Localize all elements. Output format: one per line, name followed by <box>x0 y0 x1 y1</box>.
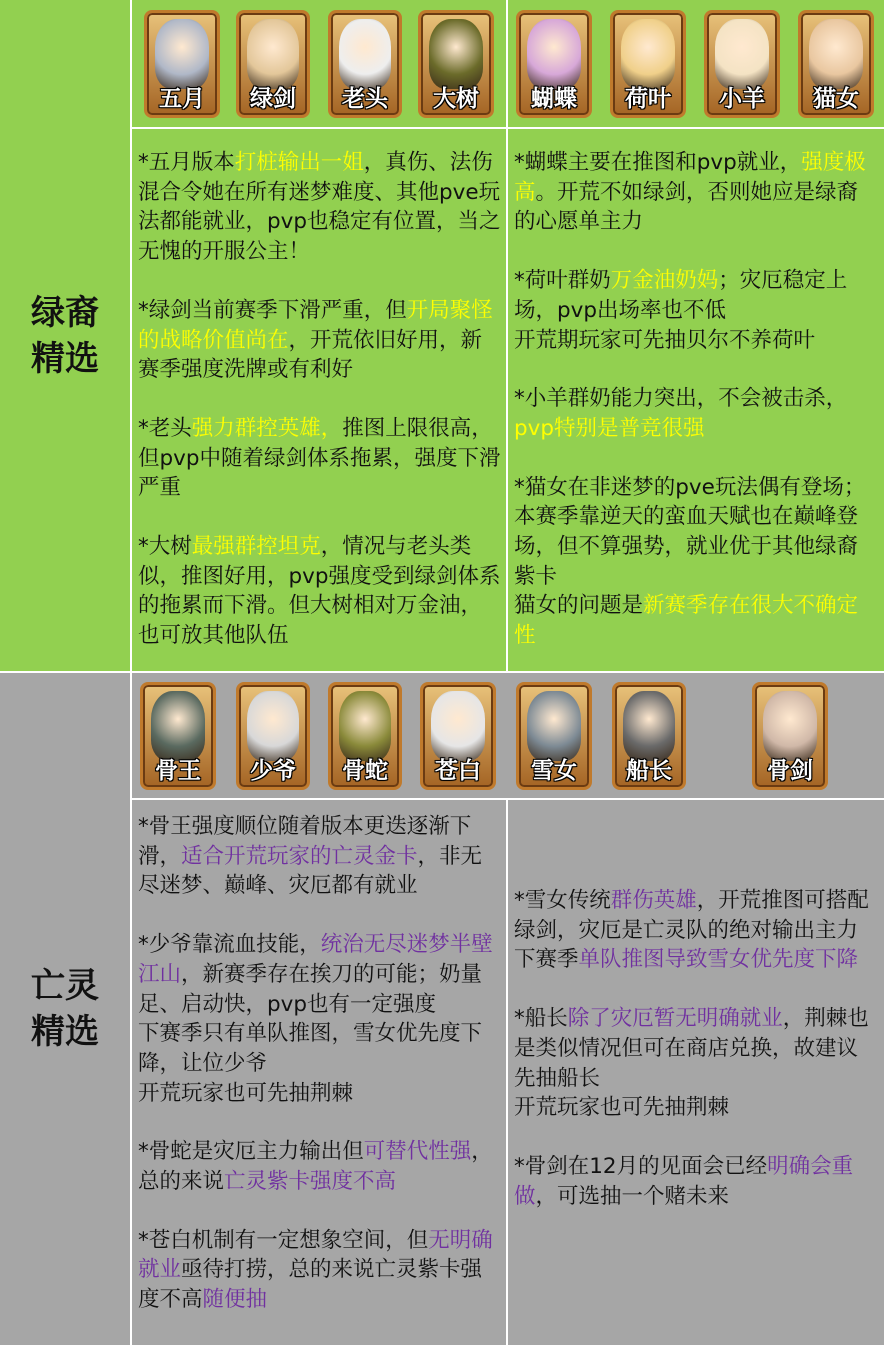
divider <box>132 127 884 129</box>
highlighted-text: 强力群控英雄， <box>191 415 343 441</box>
hero-portrait-image <box>429 19 483 89</box>
note-text: ，可选抽一个赌未来 <box>535 1183 730 1209</box>
note-text: *猫女在非迷梦的pve玩法偶有登场；本赛季靠逆天的蛮血天赋也在巅峰登场，但不算强势，就业优于其他绿裔紫卡 <box>514 474 866 589</box>
green-label-cell <box>0 0 132 672</box>
note-text: *荷叶群奶 <box>514 268 611 294</box>
hero-name-label: 荷叶 <box>625 86 671 112</box>
undead-label <box>31 963 99 1055</box>
note-text: ，总的来说 <box>138 1139 493 1195</box>
note-paragraph <box>138 148 502 267</box>
hero-portrait-image <box>623 691 675 761</box>
hero-portrait-image <box>715 19 769 89</box>
note-text: 。开荒不如绿剑，否则她应是绿裔的心愿单主力 <box>514 179 859 235</box>
highlighted-text: 打桩输出一姐 <box>234 150 364 175</box>
note-text: *绿剑当前赛季下滑严重，但 <box>138 297 407 323</box>
hero-portrait-image <box>151 691 205 761</box>
hero-portrait-image <box>763 691 817 761</box>
note-paragraph <box>514 384 878 443</box>
hero-portrait-image <box>809 19 863 89</box>
highlighted-text: 新赛季存在很大不确定性 <box>514 593 859 649</box>
hero-portrait-card <box>516 10 592 118</box>
hero-portrait-card <box>236 10 310 118</box>
note-text: 亟待打捞，总的来说亡灵紫卡强度不高 <box>138 1257 483 1313</box>
paragraph-gap <box>138 503 502 532</box>
paragraph-gap <box>138 1197 502 1226</box>
highlighted-text: 最强群控坦克 <box>191 534 321 560</box>
hero-name-label: 小羊 <box>719 86 765 112</box>
note-text: *骨剑在12月的见面会已经 <box>514 1153 768 1179</box>
green-right-notes <box>510 142 882 651</box>
note-text: *小羊群奶能力突出，不会被击杀， <box>514 386 848 412</box>
hero-portrait-image <box>339 691 391 761</box>
note-text: 开荒玩家也可先抽荆棘 <box>514 1095 730 1121</box>
highlighted-text: 开局聚怪的战略价值尚在 <box>138 297 493 353</box>
note-text: *骨蛇是灾厄主力输出但 <box>138 1139 364 1165</box>
hero-portrait-image <box>621 19 675 89</box>
hero-name-label: 船长 <box>626 758 672 784</box>
hero-portrait-card <box>420 682 496 790</box>
note-text: 下赛季 <box>514 947 579 973</box>
note-paragraph <box>514 473 878 651</box>
hero-portrait-image <box>339 19 391 89</box>
note-paragraph <box>514 148 878 237</box>
green-left-notes <box>134 142 506 651</box>
note-text: ，真伤、法伤混合令她在所有迷梦难度、其他pve玩法都能就业，pvp也稳定有位置，当之无愧的开服公主！ <box>138 150 501 265</box>
note-text: ，开荒推图可搭配绿剑，灾厄是亡灵队的绝对输出主力 <box>514 888 869 943</box>
highlighted-text: pvp特别是普竞很强 <box>514 415 705 441</box>
note-text: *蝴蝶主要在推图和pvp就业， <box>514 150 802 175</box>
highlighted-text: 群伤英雄 <box>610 888 697 913</box>
paragraph-gap <box>514 444 878 473</box>
note-text: *雪女传统 <box>514 888 611 913</box>
paragraph-gap <box>514 975 878 1004</box>
highlighted-text: 亡灵紫卡强度不高 <box>224 1169 397 1195</box>
hero-portrait-image <box>527 19 581 89</box>
highlighted-text: 无明确就业 <box>138 1227 493 1283</box>
hero-name-label: 骨蛇 <box>342 758 388 784</box>
highlighted-text: 统治无尽迷梦半壁江山 <box>138 932 493 987</box>
note-text: ，非无尽迷梦、巅峰、灾厄都有就业 <box>138 843 483 899</box>
note-paragraph <box>138 812 502 901</box>
paragraph-gap <box>138 267 502 296</box>
note-text: ，荆棘也是类似情况但可在商店兑换，故建议先抽船长 <box>514 1006 869 1091</box>
hero-name-label: 雪女 <box>531 758 577 784</box>
divider <box>132 798 884 800</box>
note-text: 开荒期玩家可先抽贝尔不养荷叶 <box>514 327 816 353</box>
note-paragraph <box>138 414 502 503</box>
undead-label-line2: 精选 <box>31 1011 99 1052</box>
divider <box>506 798 508 1345</box>
hero-name-label: 骨剑 <box>767 758 813 784</box>
note-text: 推图上限很高，但pvp中随着绿剑体系拖累，强度下滑严重 <box>138 415 501 501</box>
undead-section <box>0 672 884 1345</box>
hero-portrait-image <box>247 19 299 89</box>
green-label-line2: 精选 <box>31 339 99 379</box>
hero-portrait-card <box>236 682 310 790</box>
highlighted-text: 强度极高 <box>514 150 866 205</box>
note-text: *骨王强度顺位随着版本更迭逐渐下滑， <box>138 814 472 869</box>
note-text: *少爷靠流血技能， <box>138 932 321 958</box>
note-text: 猫女的问题是 <box>514 593 644 619</box>
note-text: ，新赛季存在挨刀的可能；奶量足、启动快，pvp也有一定强度 <box>138 961 483 1017</box>
note-text: ；灾厄稳定上场，pvp出场率也不低 <box>514 268 848 323</box>
hero-portrait-card <box>704 10 780 118</box>
hero-portrait-card <box>610 10 686 118</box>
hero-name-label: 大树 <box>433 86 479 112</box>
section-divider <box>0 671 884 673</box>
hero-portrait-card <box>140 682 216 790</box>
highlighted-text: 可替代性强 <box>363 1139 472 1165</box>
highlighted-text: 随便抽 <box>202 1287 268 1313</box>
highlighted-text: 除了灾厄暂无明确就业 <box>567 1006 783 1032</box>
note-text: ，开荒依旧好用，新赛季强度洗牌或有利好 <box>138 327 483 383</box>
note-text: *船长 <box>514 1006 568 1032</box>
green-label-line1: 绿裔 <box>31 293 99 333</box>
undead-right-notes <box>510 880 882 1211</box>
note-text: ，情况与老头类似，推图好用，pvp强度受到绿剑体系的拖累而下滑。但大树相对万金油，也可放其他队伍 <box>138 534 501 649</box>
hero-portrait-card <box>328 682 402 790</box>
undead-label-line1: 亡灵 <box>31 965 99 1006</box>
highlighted-text: 万金油奶妈 <box>610 268 719 294</box>
note-paragraph <box>138 1226 502 1315</box>
highlighted-text: 适合开荒玩家的亡灵金卡 <box>181 843 418 869</box>
paragraph-gap <box>138 901 502 930</box>
hero-name-label: 绿剑 <box>250 86 296 112</box>
hero-portrait-card <box>144 10 220 118</box>
note-text: *苍白机制有一定想象空间，但 <box>138 1227 429 1253</box>
hero-portrait-card <box>516 682 592 790</box>
hero-name-label: 少爷 <box>250 758 296 784</box>
paragraph-gap <box>138 385 502 414</box>
hero-portrait-image <box>155 19 209 89</box>
note-text: *老头 <box>138 415 192 441</box>
hero-portrait-card <box>612 682 686 790</box>
hero-name-label: 老头 <box>342 86 388 112</box>
undead-left-notes <box>134 806 506 1315</box>
hero-portrait-card <box>418 10 494 118</box>
note-text: 下赛季只有单队推图，雪女优先度下降，让位少爷 <box>138 1021 483 1076</box>
hero-portrait-card <box>752 682 828 790</box>
green-label <box>31 290 99 382</box>
paragraph-gap <box>514 1123 878 1152</box>
note-text: *大树 <box>138 534 192 560</box>
hero-portrait-card <box>798 10 874 118</box>
hero-name-label: 蝴蝶 <box>531 86 577 112</box>
hero-name-label: 五月 <box>159 86 205 112</box>
note-text: *五月版本 <box>138 150 235 175</box>
note-paragraph <box>138 930 502 1108</box>
paragraph-gap <box>138 1108 502 1137</box>
note-paragraph <box>514 886 878 975</box>
note-paragraph <box>514 1004 878 1123</box>
divider <box>506 0 508 672</box>
paragraph-gap <box>514 355 878 384</box>
undead-label-cell <box>0 672 132 1345</box>
hero-name-label: 骨王 <box>155 758 201 784</box>
hero-portrait-image <box>527 691 581 761</box>
highlighted-text: 单队推图导致雪女优先度下降 <box>578 947 859 973</box>
green-section <box>0 0 884 672</box>
green-portrait-row <box>132 0 884 128</box>
note-paragraph <box>514 1152 878 1211</box>
undead-portrait-row <box>132 672 884 800</box>
hero-name-label: 苍白 <box>435 758 481 784</box>
note-paragraph <box>138 1137 502 1196</box>
note-paragraph <box>514 266 878 355</box>
hero-portrait-card <box>328 10 402 118</box>
hero-portrait-image <box>431 691 485 761</box>
hero-name-label: 猫女 <box>813 86 859 112</box>
hero-portrait-image <box>247 691 299 761</box>
paragraph-gap <box>514 237 878 266</box>
note-paragraph <box>138 532 502 651</box>
highlighted-text: 明确会重做 <box>514 1153 854 1209</box>
note-text: 开荒玩家也可先抽荆棘 <box>138 1080 354 1106</box>
note-paragraph <box>138 296 502 385</box>
